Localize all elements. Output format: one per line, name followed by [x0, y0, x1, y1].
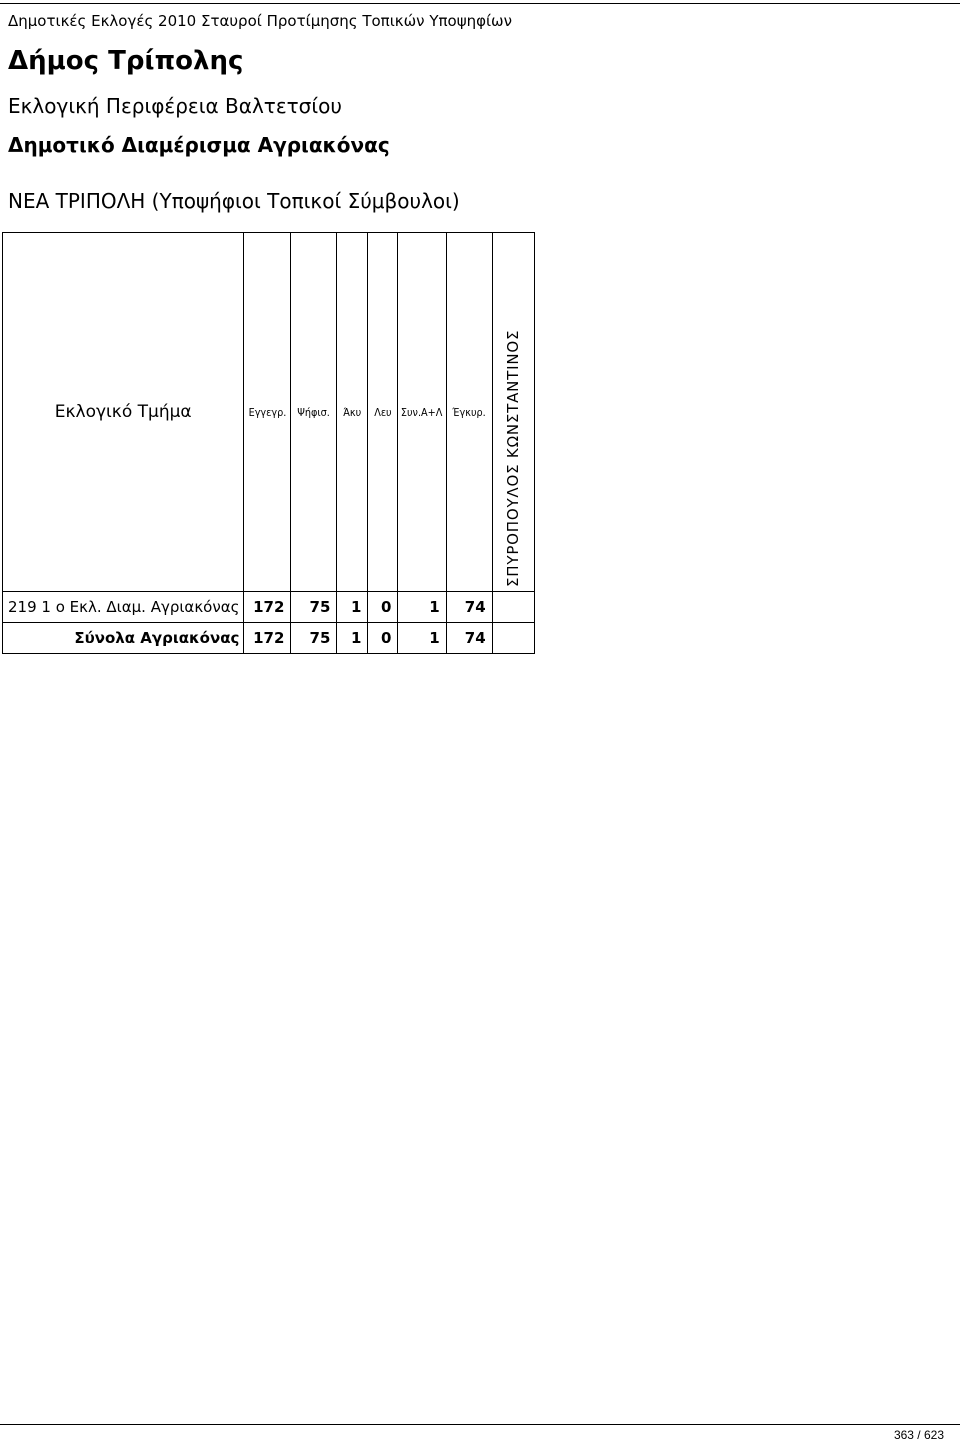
cell-total-candidate — [492, 623, 534, 654]
col-header-registered: Εγγεγρ. — [244, 233, 291, 592]
cell-total-invalid: 1 — [337, 623, 368, 654]
cell-total-blank: 0 — [368, 623, 398, 654]
cell-total-voted: 75 — [291, 623, 337, 654]
municipality-title: Δήμος Τρίπολης — [8, 46, 244, 76]
table-row — [3, 592, 535, 623]
candidate-name: ΣΠΥΡΟΠΟΥΛΟΣ ΚΩΝΣΤΑΝΤΙΝΟΣ — [504, 329, 523, 587]
col-header-valid: Έγκυρ. — [446, 233, 492, 592]
cell-total-registered: 172 — [244, 623, 291, 654]
cell-totals-label: Σύνολα Αγριακόνας — [3, 623, 244, 654]
results-table — [2, 232, 535, 654]
bottom-rule — [0, 1424, 960, 1425]
running-header: Δημοτικές Εκλογές 2010 Σταυροί Προτίμησης Τοπικών Υποψηφίων — [8, 12, 513, 30]
col-header-section: Εκλογικό Τμήμα — [3, 233, 244, 592]
cell-valid: 74 — [446, 592, 492, 623]
cell-blank: 0 — [368, 592, 398, 623]
col-header-voted: Ψήφισ. — [291, 233, 337, 592]
cell-voted: 75 — [291, 592, 337, 623]
cell-invalid-blank: 1 — [398, 592, 446, 623]
region-title: Εκλογική Περιφέρεια Βαλτετσίου — [8, 94, 342, 118]
table-header-row — [3, 233, 535, 592]
col-header-blank: Λευ — [368, 233, 398, 592]
col-header-invalid-blank: Συν.Α+Λ — [398, 233, 446, 592]
page-number: 363 / 623 — [893, 1428, 944, 1442]
list-title: ΝΕΑ ΤΡΙΠΟΛΗ (Υποψήφιοι Τοπικοί Σύμβουλοι) — [8, 189, 460, 213]
district-title: Δημοτικό Διαμέρισμα Αγριακόνας — [8, 133, 390, 157]
top-rule — [0, 3, 960, 4]
totals-row — [3, 623, 535, 654]
cell-total-valid: 74 — [446, 623, 492, 654]
col-header-candidate — [492, 233, 534, 592]
col-header-invalid: Άκυ — [337, 233, 368, 592]
cell-total-invalid-blank: 1 — [398, 623, 446, 654]
cell-registered: 172 — [244, 592, 291, 623]
cell-invalid: 1 — [337, 592, 368, 623]
cell-candidate — [492, 592, 534, 623]
cell-section: 219 1 ο Εκλ. Διαμ. Αγριακόνας — [3, 592, 244, 623]
